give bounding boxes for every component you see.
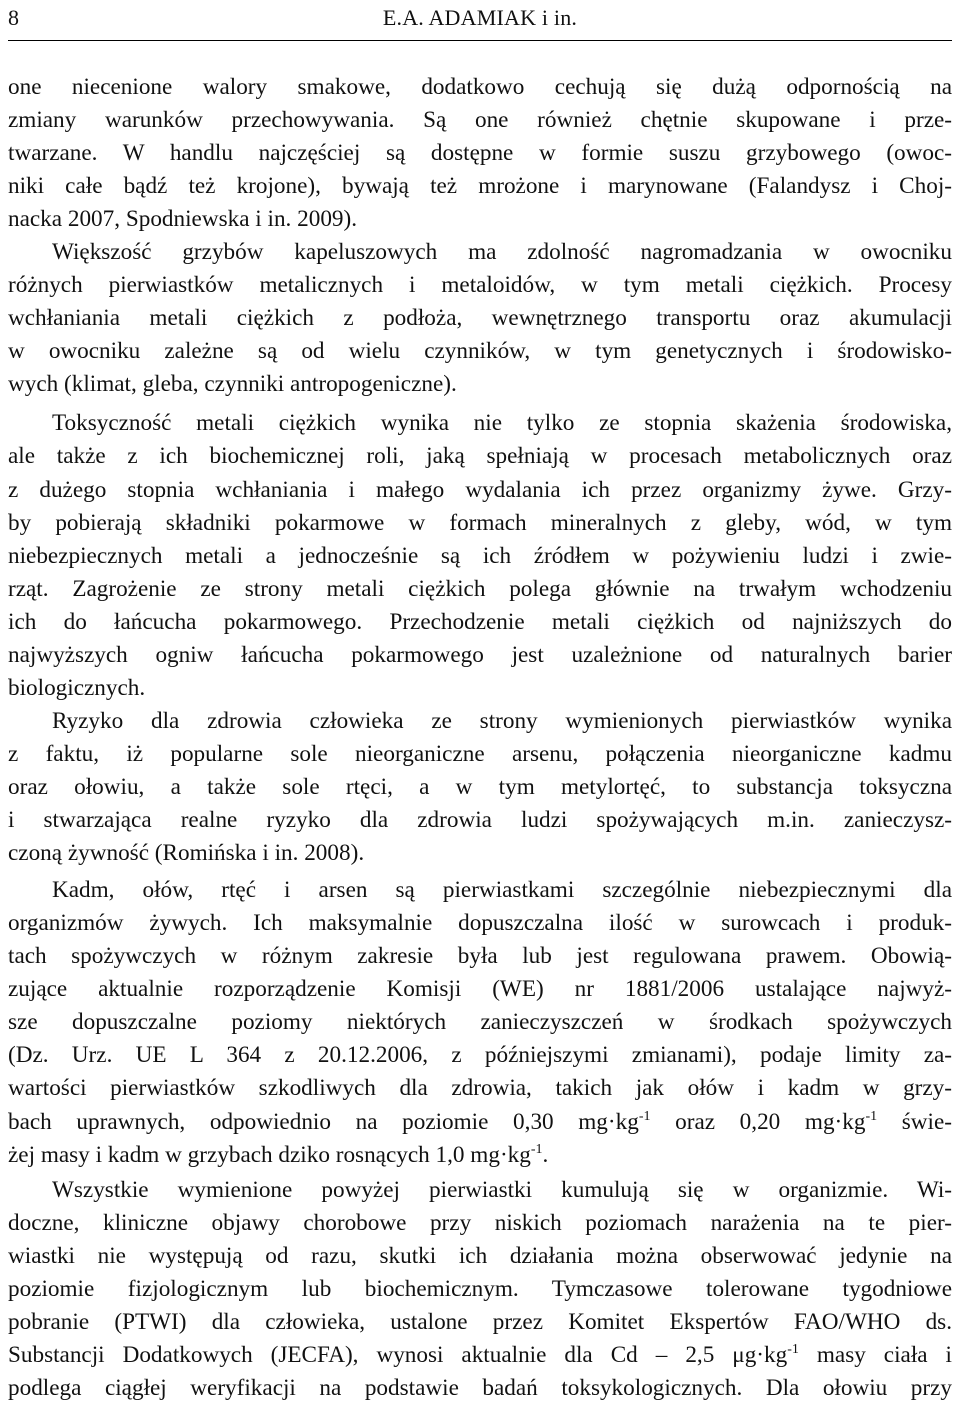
text-line: (Dz. Urz. UE L 364 z 20.12.2006, z późniejszymi zmianami), podaje limity za-	[8, 1042, 952, 1068]
text-line: z dużego stopnia wchłaniania i małego wydalania ich przez organizmy żywe. Grzy-	[8, 477, 952, 503]
text-run: masy ciała i	[798, 1342, 952, 1368]
text-line: poziomie fizjologicznym lub biochemicznym. Tymczasowe tolerowane tygodniowe	[8, 1276, 952, 1302]
text-line	[8, 1139, 952, 1172]
text-line: tach spożywczych w różnym zakresie była lub jest regulowana prawem. Obowią-	[8, 943, 952, 969]
text-line: Wszystkie wymienione powyżej pierwiastki kumulują się w organizmie. Wi-	[52, 1177, 952, 1203]
text-run: świe-	[877, 1109, 952, 1135]
text-line: niebezpiecznych metali a jednocześnie są ich źródłem w pożywieniu ludzi i zwie-	[8, 543, 952, 569]
text-line: i stwarzająca realne ryzyko dla zdrowia ludzi spożywających m.in. zanieczysz-	[8, 807, 952, 833]
text-run: Substancji Dodatkowych (JECFA), wynosi aktualnie dla Cd – 2,5 μg·kg	[8, 1342, 788, 1368]
text-line	[8, 1106, 952, 1139]
superscript: -1	[638, 1109, 651, 1124]
header-rule	[8, 40, 952, 41]
text-line: w owocniku zależne są od wielu czynników, w tym genetycznych i środowisko-	[8, 338, 952, 364]
text-line: ich do łańcucha pokarmowego. Przechodzenie metali ciężkich od najniższych do	[8, 609, 952, 635]
superscript: -1	[530, 1142, 543, 1157]
text-line: oraz ołowiu, a także sole rtęci, a w tym metylortęć, to substancja toksyczna	[8, 774, 952, 800]
text-line: Toksyczność metali ciężkich wynika nie tylko ze stopnia skażenia środowiska,	[52, 410, 952, 436]
text-line: podlega ciągłej weryfikacji na podstawie badań toksykologicznych. Dla ołowiu przy	[8, 1375, 952, 1401]
text-line: pobranie (PTWI) dla człowieka, ustalone przez Komitet Ekspertów FAO/WHO ds.	[8, 1309, 952, 1335]
text-line: czoną żywność (Romińska i in. 2008).	[8, 840, 365, 866]
text-line: nacka 2007, Spodniewska i in. 2009).	[8, 206, 358, 232]
text-line: zujące aktualnie rozporządzenie Komisji (WE) nr 1881/2006 ustalające najwyż-	[8, 976, 952, 1002]
superscript: -1	[787, 1342, 799, 1357]
text-line: niki całe bądź też krojone), bywają też mrożone i marynowane (Falandysz i Choj-	[8, 173, 952, 199]
running-head: E.A. ADAMIAK i in.	[382, 5, 578, 30]
text-line: wartości pierwiastków szkodliwych dla zdrowia, takich jak ołów i kadm w grzy-	[8, 1075, 952, 1101]
text-line: wchłaniania metali ciężkich z podłoża, wewnętrznego transportu oraz akumulacji	[8, 305, 952, 331]
text-line: organizmów żywych. Ich maksymalnie dopuszczalna ilość w surowcach i produk-	[8, 910, 952, 936]
text-line: ale także z ich biochemicznej roli, jaką spełniają w procesach metabolicznych oraz	[8, 443, 952, 469]
page-number: 8	[8, 5, 19, 30]
text-line: doczne, kliniczne objawy chorobowe przy niskich poziomach narażenia na te pier-	[8, 1210, 952, 1236]
text-line	[8, 1339, 952, 1372]
superscript: -1	[865, 1109, 878, 1124]
text-line: rząt. Zagrożenie ze strony metali ciężkich polega głównie na trwałym wchodzeniu	[8, 576, 952, 602]
text-run: .	[542, 1142, 549, 1168]
text-line: Kadm, ołów, rtęć i arsen są pierwiastkami szczególnie niebezpiecznymi dla	[52, 877, 952, 903]
text-line: sze dopuszczalne poziomy niektórych zanieczyszczeń w środkach spożywczych	[8, 1009, 952, 1035]
text-line: twarzane. W handlu najczęściej są dostępne w formie suszu grzybowego (owoc-	[8, 140, 952, 166]
text-line: wych (klimat, gleba, czynniki antropogeniczne).	[8, 371, 457, 397]
text-line: Większość grzybów kapeluszowych ma zdolność nagromadzania w owocniku	[52, 239, 952, 265]
text-line: biologicznych.	[8, 675, 146, 701]
text-run: bach uprawnych, odpowiednio na poziomie 0,30 mg·kg	[8, 1109, 639, 1135]
text-line: zmiany warunków przechowywania. Są one również chętnie skupowane i prze-	[8, 107, 952, 133]
text-line: różnych pierwiastków metalicznych i metaloidów, w tym metali ciężkich. Procesy	[8, 272, 952, 298]
text-line: z faktu, iż popularne sole nieorganiczne arsenu, połączenia nieorganiczne kadmu	[8, 741, 952, 767]
text-line: najwyższych ogniw łańcucha pokarmowego jest uzależnione od naturalnych barier	[8, 642, 952, 668]
text-run: żej masy i kadm w grzybach dziko rosnących 1,0 mg·kg	[8, 1142, 531, 1168]
text-line: Ryzyko dla zdrowia człowieka ze strony wymienionych pierwiastków wynika	[52, 708, 952, 734]
text-line: wiastki nie występują od razu, skutki ich działania można obserwować jedynie na	[8, 1243, 952, 1269]
text-line: by pobierają składniki pokarmowe w formach mineralnych z gleby, wód, w tym	[8, 510, 952, 536]
text-run: oraz 0,20 mg·kg	[650, 1109, 866, 1135]
text-line: one niecenione walory smakowe, dodatkowo cechują się dużą odpornością na	[8, 74, 952, 100]
